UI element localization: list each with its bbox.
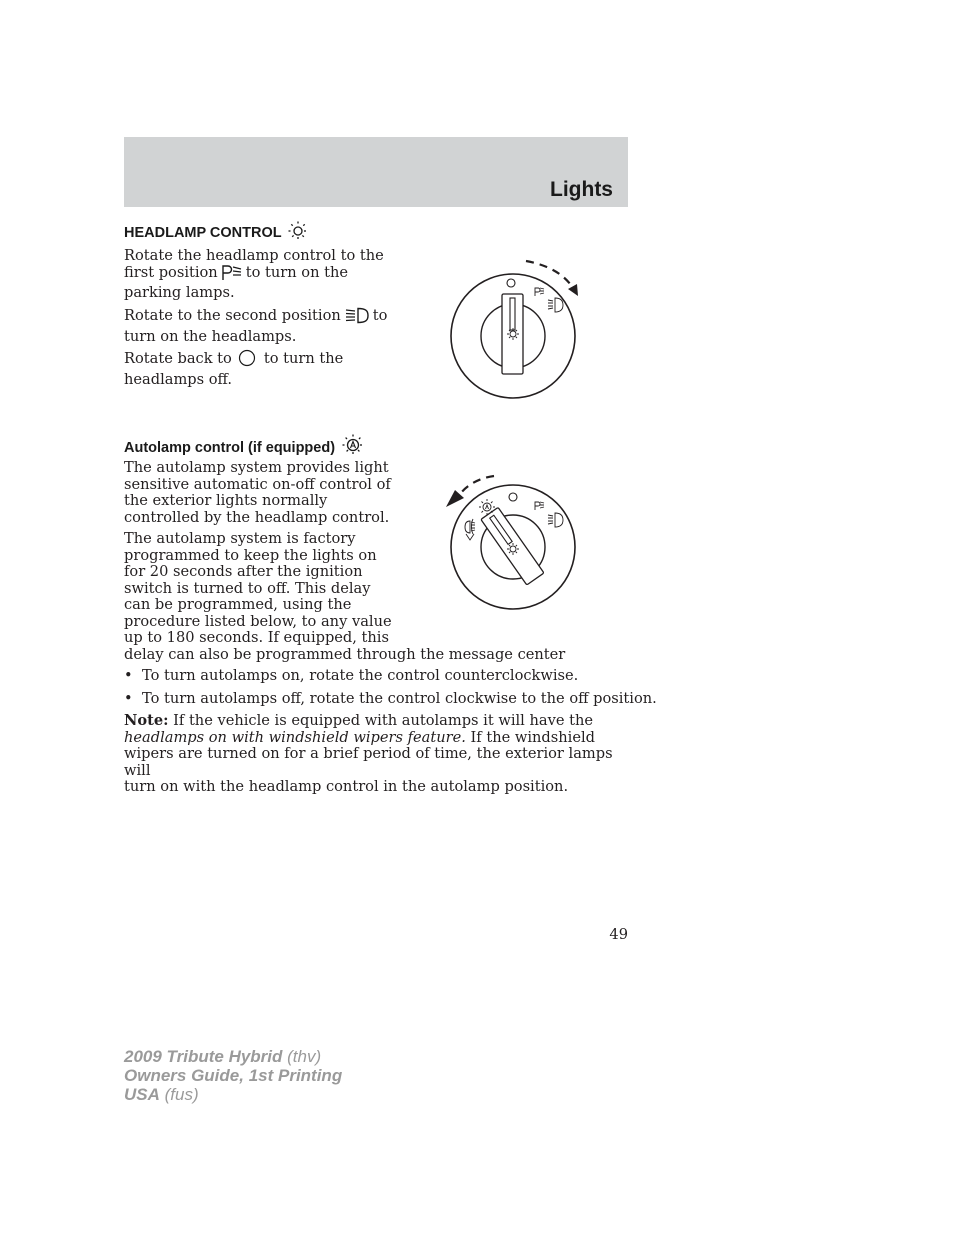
headlamp-paragraph-2: Rotate to the second position to turn on the headlamps. [124,307,388,345]
page-number: 49 [609,926,628,943]
dial-indicator [510,298,515,330]
off-position-marker [509,493,517,501]
document-footer: 2009 Tribute Hybrid (thv) Owners Guide, 1st Printing USA (fus) [124,1047,343,1104]
section-title: Lights [550,178,613,201]
off-position-marker [507,279,515,287]
autolamp-heading-text: Autolamp control (if equipped) [124,440,336,456]
note-label: Note: [124,712,169,729]
headlamp-heading [124,221,308,241]
note-paragraph: Note: If the vehicle is equipped with autolamps it will have the headlamps on with windshield wipers feature. If the windshield wipers are turned on for a brief period of time, the exterior lamps will turn on with the headlamp control in the autolamp position. [124,712,613,795]
autolamp-sun-icon [342,434,364,456]
list-item: • To turn autolamps on, rotate the control counterclockwise. [124,667,579,684]
sun-icon [288,221,308,241]
headlamp-paragraph-1: Rotate the headlamp control to the first position to turn on the parking lamps. [124,247,384,301]
headlamp-paragraph-3: Rotate back to to turn the headlamps off. [124,350,344,388]
off-circle-icon [238,349,256,372]
list-item: • To turn autolamps off, rotate the control clockwise to the off position. [124,690,657,707]
parking-lamp-icon [221,265,243,286]
autolamp-paragraph-1: The autolamp system provides light sensitive automatic on-off control of the exterior lights normally controlled by the headlamp control. [124,459,391,526]
autolamp-heading [124,434,364,456]
section-header-band [124,137,628,207]
autolamp-control-diagram [438,466,590,616]
low-beam-icon [344,307,370,329]
autolamp-paragraph-2: The autolamp system is factory programmed to keep the lights on for 20 seconds after the ignition switch is turned to off. This delay can be programmed, using the procedure listed below, to any value up to 180 seconds. If equipped, this delay can also be programmed through the message center [124,530,566,663]
counterclockwise-arrowhead [446,490,464,507]
headlamp-control-diagram [440,252,590,404]
clockwise-arrowhead [568,284,578,296]
headlamp-heading-text: HEADLAMP CONTROL [124,225,282,241]
